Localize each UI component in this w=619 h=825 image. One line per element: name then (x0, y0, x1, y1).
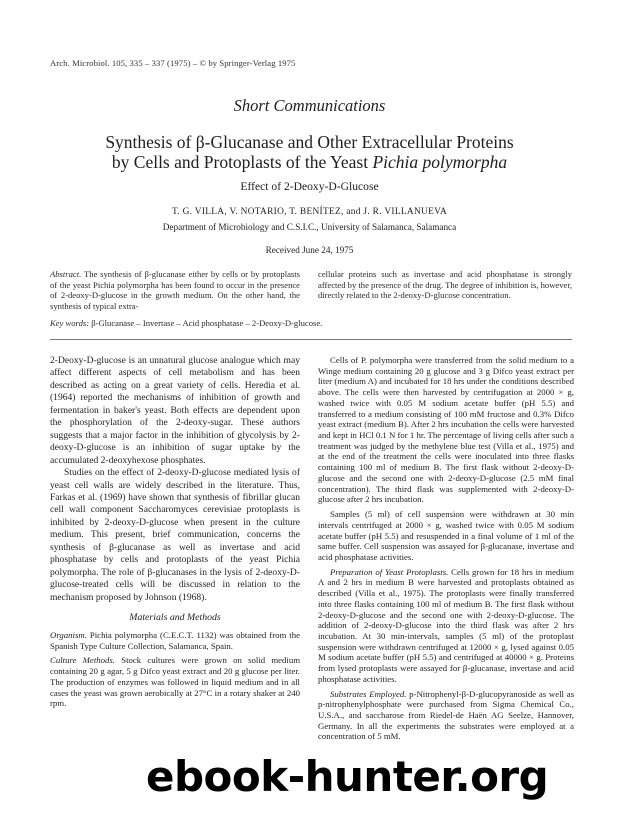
article-subtitle: Effect of 2-Deoxy-D-Glucose (240, 180, 379, 193)
methods-heading: Materials and Methods (129, 612, 221, 623)
body-paragraph: Cells of P. polymorpha were transferred from the solid medium to a Winge medium containing 20 g glucose and 3 g Difco yeast extract per liter (medium A) and incubated for 18 hrs under the conditions described above. The cells were then harvested by centrifugation at 2000 × g, washed twice with 0.05 M sodium acetate buffer (pH 5.5) and transferred to a medium consisting of 100 mM fructose and 0.3% Difco yeast extract (medium B). After 2 hrs incubation the cells were harvested and kept in HCl 0.1 N for 1 hr. The percentage of living cells after such a treatment was judged by the methylene blue test (Villa et al., 1975) and at the end of the treatment the cells were inoculated into three flasks containing 100 ml of medium B. The first flask without 2-deoxy-D-glucose and the second one with 2-deoxy-D-glucose (2.5 mM final concentration). The third flask was supplemented with 2-deoxy-D-glucose after 2 hrs incubation. (318, 355, 574, 505)
keywords-text: β-Glucanase – Invertase – Acid phosphatase – 2-Deoxy-D-glucose. (89, 318, 323, 328)
section-heading: Short Communications (233, 96, 386, 115)
methods-culture-text: Stock cultures were grown on solid medium containing 20 g agar, 5 g Difco yeast extract and 20 g glucose per liter. The production of enzymes was followed in liquid medium and in all cases the yeast was grown aerobically at 27°C in a rotary shaker at 240 rpm. (50, 655, 300, 709)
title-line-2-prefix: by Cells and Protoplasts of the Yeast (111, 152, 373, 172)
body-paragraph (318, 567, 574, 685)
body-paragraph (318, 689, 574, 743)
abstract-divider (50, 339, 572, 340)
authors: T. G. VILLA, V. NOTARIO, T. BENÍTEZ, and J. R. VILLANUEVA (171, 207, 448, 217)
abstract-label: Abstract. (50, 269, 82, 279)
body-left-column (50, 355, 300, 604)
protoplast-text: Cells grown for 18 hrs in medium A and 2 hrs in medium B were harvested and protoplasts obtained as described (Villa et al., 1975). The protoplasts were finally transferred into three flasks containing 100 ml of medium B. The first flask without 2-deoxy-D-glucose and the second one with 2-deoxy-D-glucose. The addition of 2-deoxy-D-glucose into the third flask was after 2 hrs incubation. At 30 min-intervals, samples (5 ml) of the protoplast suspension were withdrawn centrifuged at 12000 × g, lysed against 0.05 M sodium acetate buffer (pH 5.5) and centrifuged at 40000 × g. Proteins from lysed protoplasts were assayed for β-glucanase, invertase and acid phosphatase activities. (318, 566, 574, 684)
journal-citation: Arch. Microbiol. 105, 335 – 337 (1975) – © by Springer-Verlag 1975 (50, 58, 296, 68)
body-paragraph: 2-Deoxy-D-glucose is an unnatural glucose analogue which may affect different aspects of cell metabolism and has been described as acting on a great variety of cells. Heredia et al. (1964) reported the mechanisms of inhibition of growth and fermentation in baker's yeast. Both effects are dependent upon the phosphorylation of the 2-deoxy-sugar. These authors suggests that a major factor in the inhibition of glycolysis by 2-deoxy-D-glucose is an inhibition of sugar uptake by the accumulated 2-deoxyhexose phosphates. (50, 355, 300, 466)
substrates-label: Substrates Employed. (330, 688, 407, 699)
abstract-right: cellular proteins such as invertase and acid phosphatase is strongly affected by the presence of the drug. The degree of inhibition is, however, directly related to the 2-deoxy-D-glucose concentration. (318, 269, 572, 301)
affiliation: Department of Microbiology and C.S.I.C., University of Salamanca, Salamanca (162, 222, 457, 232)
title-species: Pichia polymorpha (372, 152, 508, 172)
abstract-left (50, 269, 300, 312)
article-title (40, 132, 579, 172)
methods-culture-label: Culture Methods. (50, 655, 115, 666)
methods-paragraph (50, 655, 300, 709)
watermark: ebook-hunter.org (146, 752, 549, 801)
protoplast-label: Preparation of Yeast Protoplasts. (330, 566, 449, 577)
methods-section (50, 630, 300, 713)
substrates-text: p-Nitrophenyl-β-D-glucopyranoside as well as p-nitrophenylphosphate were purchased from Sigma Chemical Co., U.S.A., and saccharose from Riedel-de Haën AG Seelze, Hannover, Germany. In all the experiments the substrates were employed at a concentration of 5 mM. (318, 688, 575, 742)
methods-organism-label: Organism. (50, 630, 87, 640)
methods-paragraph (50, 630, 300, 651)
body-paragraph: Samples (5 ml) of cell suspension were withdrawn at 30 min intervals centrifuged at 2000 × g, washed twice with 0.05 M sodium acetate buffer (pH 5.5) and resuspended in a final volume of 1 ml of the same buffer. Cell suspension was assayed for β-glucanase, invertase and acid phosphatase activities. (318, 509, 574, 562)
received-date: Received June 24, 1975 (265, 245, 354, 255)
body-paragraph: Studies on the effect of 2-deoxy-D-glucose mediated lysis of yeast cell walls are widely described in the literature. Thus, Farkas et al. (1969) have shown that synthesis of fibrillar glucan cell wall component Saccharomyces cerevisiae protoplasts is inhibited by 2-deoxy-D-glucose when present in the culture medium. This present, brief communication, concerns the synthesis of β-glucanase as well as invertase and acid phosphatase by cells and protoplasts of the yeast Pichia polymorpha. The role of β-glucanases in the lysis of 2-deoxy-D-glucose-treated cells will be discussed in relation to the mechanism proposed by Johnson (1968). (50, 467, 300, 603)
body-right-column (318, 355, 574, 746)
methods-organism-text: Pichia polymorpha (C.E.C.T. 1132) was obtained from the Spanish Type Culture Collection, Salamanca, Spain. (50, 630, 300, 651)
keywords-label: Key words: (50, 318, 90, 328)
title-line-2 (40, 152, 579, 172)
title-line-1: Synthesis of β-Glucanase and Other Extracellular Proteins (105, 132, 514, 152)
keywords (50, 318, 572, 328)
abstract-left-text: The synthesis of β-glucanase either by cells or by protoplasts of the yeast Pichia polymorpha has been found to occur in the presence of 2-deoxy-D-glucose in the growth medium. On the other hand, the synthesis of typical extra- (50, 269, 300, 312)
